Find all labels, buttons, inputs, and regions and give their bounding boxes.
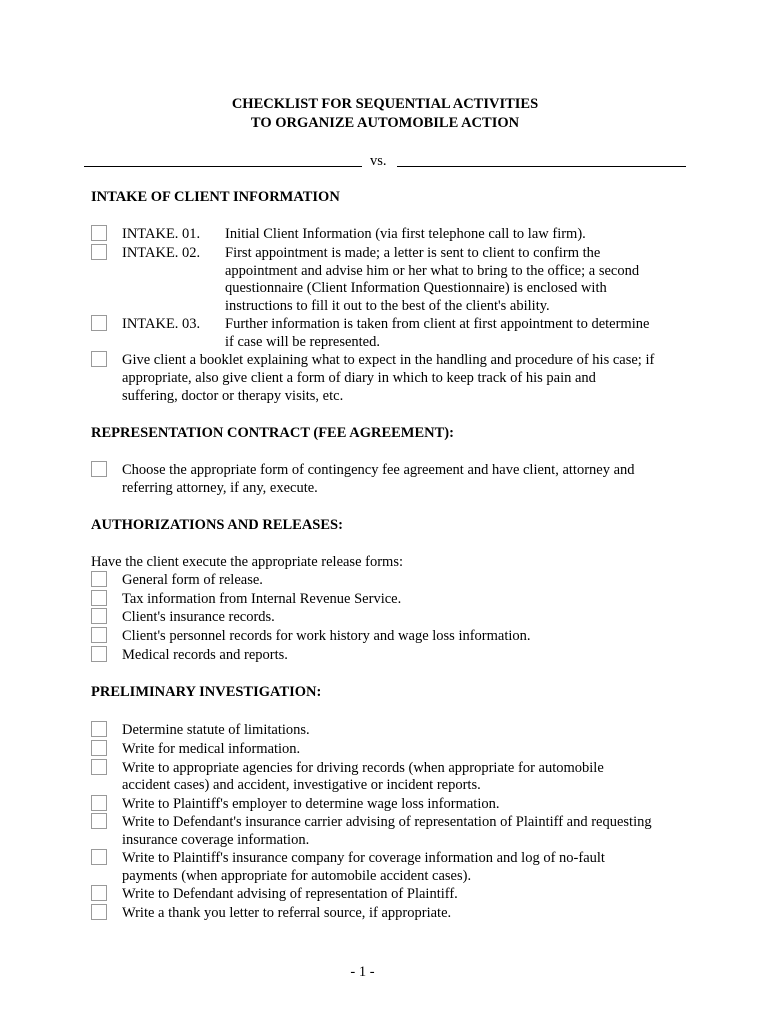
- document-title-line-2: TO ORGANIZE AUTOMOBILE ACTION: [250, 115, 520, 131]
- release-checkbox[interactable]: [91, 590, 107, 606]
- investigation-checkbox[interactable]: [91, 721, 107, 737]
- investigation-item-line: Write to Defendant's insurance carrier advising of representation of Plaintiff and requesting: [122, 814, 652, 830]
- release-checkbox[interactable]: [91, 627, 107, 643]
- authorizations-heading: AUTHORIZATIONS AND RELEASES:: [91, 517, 343, 533]
- investigation-item-line: Write to appropriate agencies for driving records (when appropriate for automobile: [122, 760, 604, 776]
- investigation-checkbox[interactable]: [91, 849, 107, 865]
- investigation-checkbox[interactable]: [91, 813, 107, 829]
- booklet-checkbox[interactable]: [91, 351, 107, 367]
- intake-02-checkbox[interactable]: [91, 244, 107, 260]
- investigation-item-line: Write to Plaintiff's employer to determine wage loss information.: [122, 796, 500, 812]
- plaintiff-name-field[interactable]: [84, 166, 362, 167]
- page-number: - 1 -: [350, 964, 375, 980]
- investigation-item-line: payments (when appropriate for automobile accident cases).: [122, 868, 472, 884]
- investigation-item-line: Write to Plaintiff's insurance company for coverage information and log of no-fault: [122, 850, 605, 866]
- booklet-text-line: suffering, doctor or therapy visits, etc.: [122, 388, 344, 404]
- investigation-item-line: Write a thank you letter to referral source, if appropriate.: [122, 905, 452, 921]
- release-item: Client's insurance records.: [122, 609, 275, 625]
- fee-agreement-text-line: referring attorney, if any, execute.: [122, 480, 318, 496]
- authorizations-intro: Have the client execute the appropriate release forms:: [91, 554, 403, 570]
- intake-01-checkbox[interactable]: [91, 225, 107, 241]
- investigation-item-line: insurance coverage information.: [122, 832, 310, 848]
- release-item: Medical records and reports.: [122, 647, 288, 663]
- intake-01-description: Initial Client Information (via first telephone call to law firm).: [225, 226, 586, 242]
- investigation-checkbox[interactable]: [91, 795, 107, 811]
- release-checkbox[interactable]: [91, 571, 107, 587]
- release-checkbox[interactable]: [91, 646, 107, 662]
- release-item: Tax information from Internal Revenue Service.: [122, 591, 402, 607]
- intake-01-code: INTAKE. 01.: [122, 226, 201, 242]
- release-item: General form of release.: [122, 572, 263, 588]
- preliminary-heading: PRELIMINARY INVESTIGATION:: [91, 684, 322, 700]
- document-title-line-1: CHECKLIST FOR SEQUENTIAL ACTIVITIES: [231, 96, 539, 112]
- defendant-name-field[interactable]: [397, 166, 686, 167]
- release-item: Client's personnel records for work history and wage loss information.: [122, 628, 531, 644]
- investigation-item-line: accident cases) and accident, investigative or incident reports.: [122, 777, 481, 793]
- booklet-text-line: appropriate, also give client a form of diary in which to keep track of his pain and: [122, 370, 596, 386]
- investigation-checkbox[interactable]: [91, 740, 107, 756]
- fee-agreement-text-line: Choose the appropriate form of contingency fee agreement and have client, attorney and: [122, 462, 635, 478]
- investigation-item-line: Write for medical information.: [122, 741, 301, 757]
- investigation-checkbox[interactable]: [91, 885, 107, 901]
- representation-heading: REPRESENTATION CONTRACT (FEE AGREEMENT):: [91, 425, 454, 441]
- investigation-checkbox[interactable]: [91, 904, 107, 920]
- vs-label: vs.: [370, 153, 387, 169]
- intake-03-code: INTAKE. 03.: [122, 316, 201, 332]
- investigation-item-line: Write to Defendant advising of representation of Plaintiff.: [122, 886, 458, 902]
- investigation-item-line: Determine statute of limitations.: [122, 722, 310, 738]
- release-checkbox[interactable]: [91, 608, 107, 624]
- intake-02-code: INTAKE. 02.: [122, 245, 201, 261]
- booklet-text-line: Give client a booklet explaining what to expect in the handling and procedure of his case; if: [122, 352, 655, 368]
- intake-03-checkbox[interactable]: [91, 315, 107, 331]
- intake-03-description-line: if case will be represented.: [225, 334, 380, 350]
- investigation-checkbox[interactable]: [91, 759, 107, 775]
- intake-03-description-line: Further information is taken from client at first appointment to determine: [225, 316, 650, 332]
- fee-agreement-checkbox[interactable]: [91, 461, 107, 477]
- intake-heading: INTAKE OF CLIENT INFORMATION: [91, 189, 340, 205]
- intake-02-description-line: questionnaire (Client Information Questionnaire) is enclosed with: [225, 280, 607, 296]
- intake-02-description-line: First appointment is made; a letter is sent to client to confirm the: [225, 245, 601, 261]
- intake-02-description-line: instructions to fill it out to the best of the client's ability.: [225, 298, 550, 314]
- intake-02-description-line: appointment and advise him or her what to bring to the office; a second: [225, 263, 640, 279]
